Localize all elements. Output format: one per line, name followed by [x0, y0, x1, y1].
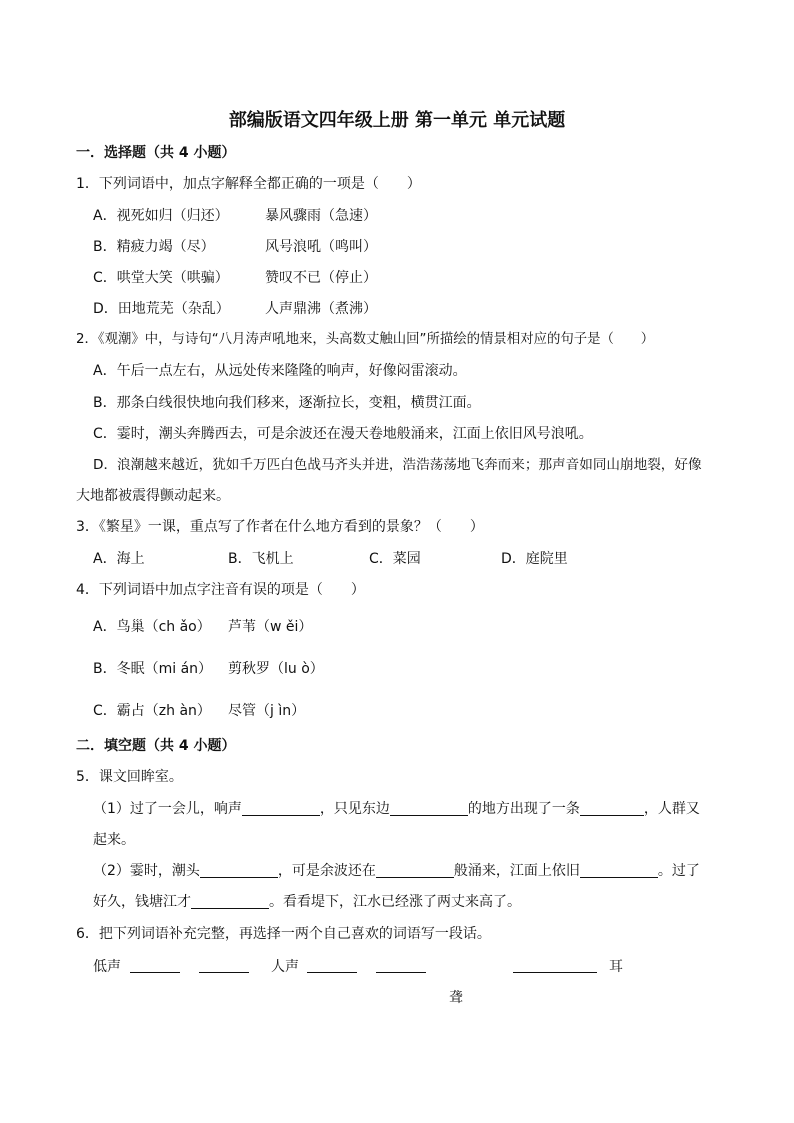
fill-blank[interactable]: [191, 894, 269, 909]
q5-part2-line1: [93, 862, 700, 880]
question-5-stem: 5．课文回眸室。: [76, 769, 183, 785]
q4-option-b-word2: 剪秋罗（lu ò）: [228, 661, 324, 677]
q4-option-c: C．霸占（zh àn）: [93, 703, 211, 719]
q1-option-d-word2: 人声鼎沸（煮沸）: [265, 301, 377, 317]
q3-option-c: C．菜园: [369, 551, 421, 567]
q4-option-c-word2: 尽管（j ìn）: [228, 703, 306, 719]
q5-part1-line1: [93, 800, 700, 818]
q5-p2-text-d: 。过了: [657, 863, 700, 879]
q2-option-a: A．午后一点左右，从远处传来隆隆的响声，好像闷雷滚动。: [93, 363, 467, 379]
fill-blank[interactable]: [580, 801, 644, 816]
q1-option-c-word2: 赞叹不已（停止）: [265, 270, 377, 286]
fill-blank[interactable]: [390, 801, 468, 816]
question-4-stem: 4．下列词语中加点字注音有误的项是（ ）: [76, 582, 365, 598]
q3-option-a: A．海上: [93, 551, 145, 567]
q2-option-d-line2: 大地都被震得颤动起来。: [76, 488, 230, 504]
q2-option-c: C．霎时，潮头奔腾西去，可是余波还在漫天卷地般涌来，江面上依旧风号浪吼。: [93, 426, 593, 442]
q6-word-deaf: 聋: [449, 990, 463, 1006]
q1-option-a: A．视死如归（归还）: [93, 208, 229, 224]
q4-option-a-word2: 芦苇（w ěi）: [228, 619, 313, 635]
q5-p1-text-d: ，人群又: [643, 801, 700, 817]
q2-option-b: B．那条白线很快地向我们移来，逐渐拉长，变粗，横贯江面。: [93, 395, 481, 411]
fill-blank[interactable]: [200, 863, 278, 878]
q6-word-voices: 人声: [271, 959, 299, 975]
q5-p2-text-b: ，可是余波还在: [277, 863, 376, 879]
fill-blank[interactable]: [376, 958, 426, 973]
fill-blank[interactable]: [199, 958, 249, 973]
q5-part2-line2: [93, 893, 521, 911]
q3-option-b: B．飞机上: [228, 551, 294, 567]
page-title: 部编版语文四年级上册 第一单元 单元试题: [228, 110, 566, 131]
question-3-stem: 3．《繁星》一课，重点写了作者在什么地方看到的景象？（ ）: [76, 519, 484, 535]
q2-option-d-line1: D．浪潮越来越近，犹如千万匹白色战马齐头并进，浩浩荡荡地飞奔而来；那声音如同山崩地裂，好像: [93, 457, 702, 473]
q3-option-d: D．庭院里: [501, 551, 568, 567]
q1-option-c: C．哄堂大笑（哄骗）: [93, 270, 229, 286]
q6-word-low-voice: 低声: [93, 959, 121, 975]
fill-blank[interactable]: [130, 958, 180, 973]
q5-part1-line2: 起来。: [93, 832, 135, 848]
fill-blank[interactable]: [307, 958, 357, 973]
q4-option-b: B．冬眠（mi án）: [93, 661, 213, 677]
q5-p1-text-a: （1）过了一会儿，响声: [93, 801, 242, 817]
fill-blank[interactable]: [580, 863, 658, 878]
q4-option-a: A．鸟巢（ch ǎo）: [93, 619, 211, 635]
q5-p2-text-a: （2）霎时，潮头: [93, 863, 200, 879]
q1-option-d: D．田地荒芜（杂乱）: [93, 301, 230, 317]
q1-option-b: B．精疲力竭（尽）: [93, 239, 215, 255]
fill-blank[interactable]: [376, 863, 454, 878]
q1-option-b-word2: 风号浪吼（鸣叫）: [265, 239, 377, 255]
question-1-stem: 1．下列词语中，加点字解释全都正确的一项是（ ）: [76, 176, 421, 192]
q5-p1-text-b: ，只见东边: [319, 801, 390, 817]
q6-word-ear: 耳: [609, 959, 623, 975]
question-6-stem: 6．把下列词语补充完整，再选择一两个自己喜欢的词语写一段话。: [76, 926, 491, 942]
section-heading-fill: 二．填空题（共 4 小题）: [76, 738, 236, 754]
q5-p2-text-c: 般涌来，江面上依旧: [453, 863, 580, 879]
q5-p2-text-e: 好久，钱塘江才: [93, 894, 191, 910]
section-heading-choice: 一．选择题（共 4 小题）: [76, 145, 236, 161]
q5-p2-text-f: 。看看堤下，江水已经涨了两丈来高了。: [269, 894, 521, 910]
fill-blank[interactable]: [513, 958, 597, 973]
fill-blank[interactable]: [242, 801, 320, 816]
q1-option-a-word2: 暴风骤雨（急速）: [265, 208, 377, 224]
question-2-stem: 2．《观潮》中，与诗句“八月涛声吼地来，头高数丈触山回”所描绘的情景相对应的句子是（ ）: [76, 332, 655, 347]
q5-p1-text-c: 的地方出现了一条: [467, 801, 580, 817]
